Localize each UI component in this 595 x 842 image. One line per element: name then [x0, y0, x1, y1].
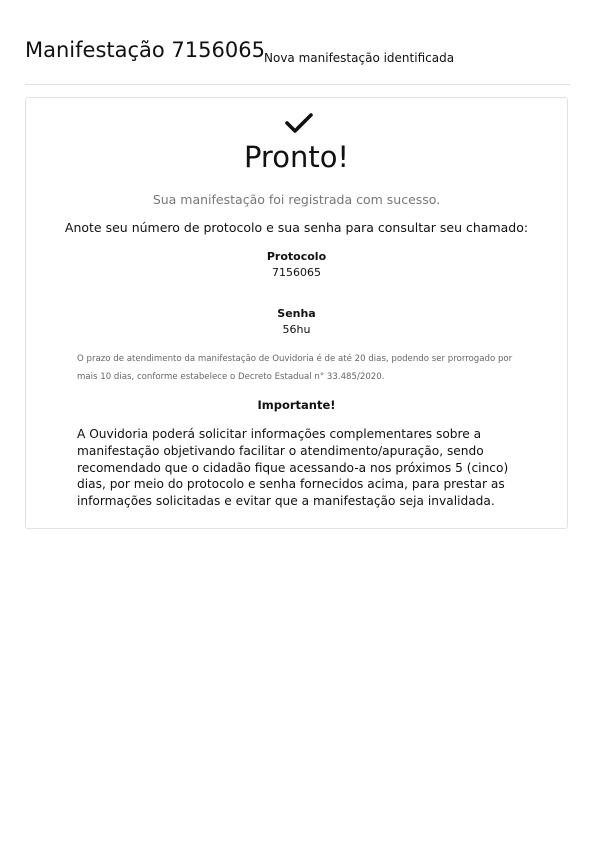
success-heading: Pronto! — [243, 140, 350, 174]
header-divider — [25, 84, 570, 85]
success-message: Sua manifestação foi registrada com sucesso. — [152, 192, 441, 207]
password-label: Senha — [277, 307, 316, 320]
confirmation-card — [25, 97, 568, 529]
deadline-note: O prazo de atendimento da manifestação de Ouvidoria é de até 20 dias, podendo ser prorrogado por mais 10 dias, conforme estabelece o Decreto Estadual n° 33.485/2020. — [77, 354, 513, 382]
important-text: A Ouvidoria poderá solicitar informações complementares sobre a manifestação objetivando facilitar o atendimento/apuração, sendo recomendado que o cidadão fique acessando-a nos próximos 5 (cinco) dias, por meio do protocolo e senha fornecidos acima, para prestar as informações solicitadas e evitar que a manifestação seja invalidada. — [77, 427, 509, 509]
check-icon — [285, 112, 313, 134]
password-value: 56hu — [282, 323, 311, 336]
important-title: Importante! — [257, 398, 336, 412]
protocol-value: 7156065 — [272, 266, 321, 279]
page-subtitle: Nova manifestação identificada — [264, 51, 455, 65]
protocol-label: Protocolo — [266, 250, 327, 263]
instruction-text: Anote seu número de protocolo e sua senha para consultar seu chamado: — [64, 220, 529, 235]
page-header — [25, 36, 570, 66]
page-title: Manifestação 7156065 — [25, 38, 265, 62]
